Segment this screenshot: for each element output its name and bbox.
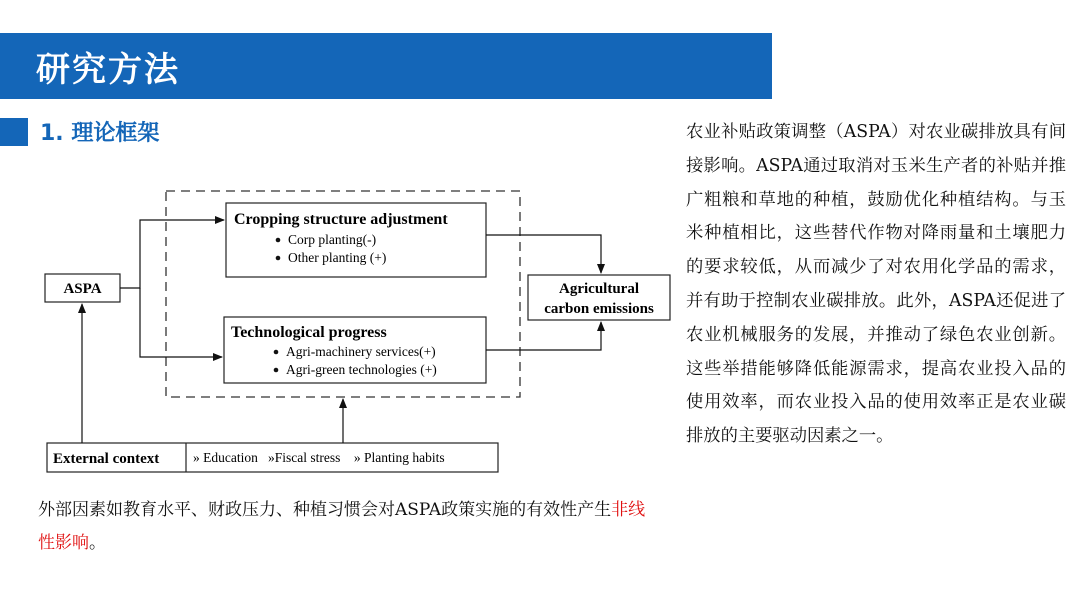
emissions-line-1: Agricultural	[559, 281, 639, 297]
cropping-item-1: Corp planting(-)	[288, 232, 377, 247]
cropping-title: Cropping structure adjustment	[234, 211, 448, 228]
bullet	[274, 350, 279, 355]
arrow-tech-to-emissions	[486, 322, 601, 350]
caption-end: 。	[89, 533, 106, 553]
external-context-factors: » Education »Fiscal stress » Planting habits	[193, 450, 445, 465]
caption-text: 外部因素如教育水平、财政压力、种植习惯会对ASPA政策实施的有效性产生	[38, 500, 612, 520]
diagram-caption	[38, 494, 648, 560]
page-title: 研究方法	[36, 50, 180, 90]
tech-title: Technological progress	[231, 324, 387, 341]
bullet	[276, 256, 281, 261]
explanation-paragraph: 农业补贴政策调整（ASPA）对农业碳排放具有间接影响。ASPA通过取消对玉米生产者的补贴并推广粗粮和草地的种植，鼓励优化种植结构。与玉米种植相比，这些替代作物对降雨量和土壤肥力的要求较低，从而减少了对农用化学品的需求，并有助于控制农业碳排放。此外，ASPA还促进了农业机械服务的发展，并推动了绿色农业创新。这些举措能够降低能源需求，提高农业投入品的使用效率，而农业投入品的使用效率正是农业碳排放的主要驱动因素之一。	[686, 122, 1066, 447]
tech-item-1: Agri-machinery services(+)	[286, 344, 436, 359]
section-heading: 1. 理论框架	[40, 121, 160, 146]
cropping-item-2: Other planting (+)	[288, 250, 387, 265]
bullet	[274, 368, 279, 373]
arrow-aspa-to-cropping	[120, 220, 224, 288]
emissions-line-2: carbon emissions	[544, 301, 654, 317]
external-context-label: External context	[53, 451, 160, 467]
bullet	[276, 238, 281, 243]
aspa-label: ASPA	[63, 281, 102, 297]
tech-item-2: Agri-green technologies (+)	[286, 362, 437, 377]
arrow-cropping-to-emissions	[486, 235, 601, 273]
arrow-aspa-to-tech	[140, 288, 222, 357]
caption-highlight: 非线性影响	[38, 500, 646, 553]
